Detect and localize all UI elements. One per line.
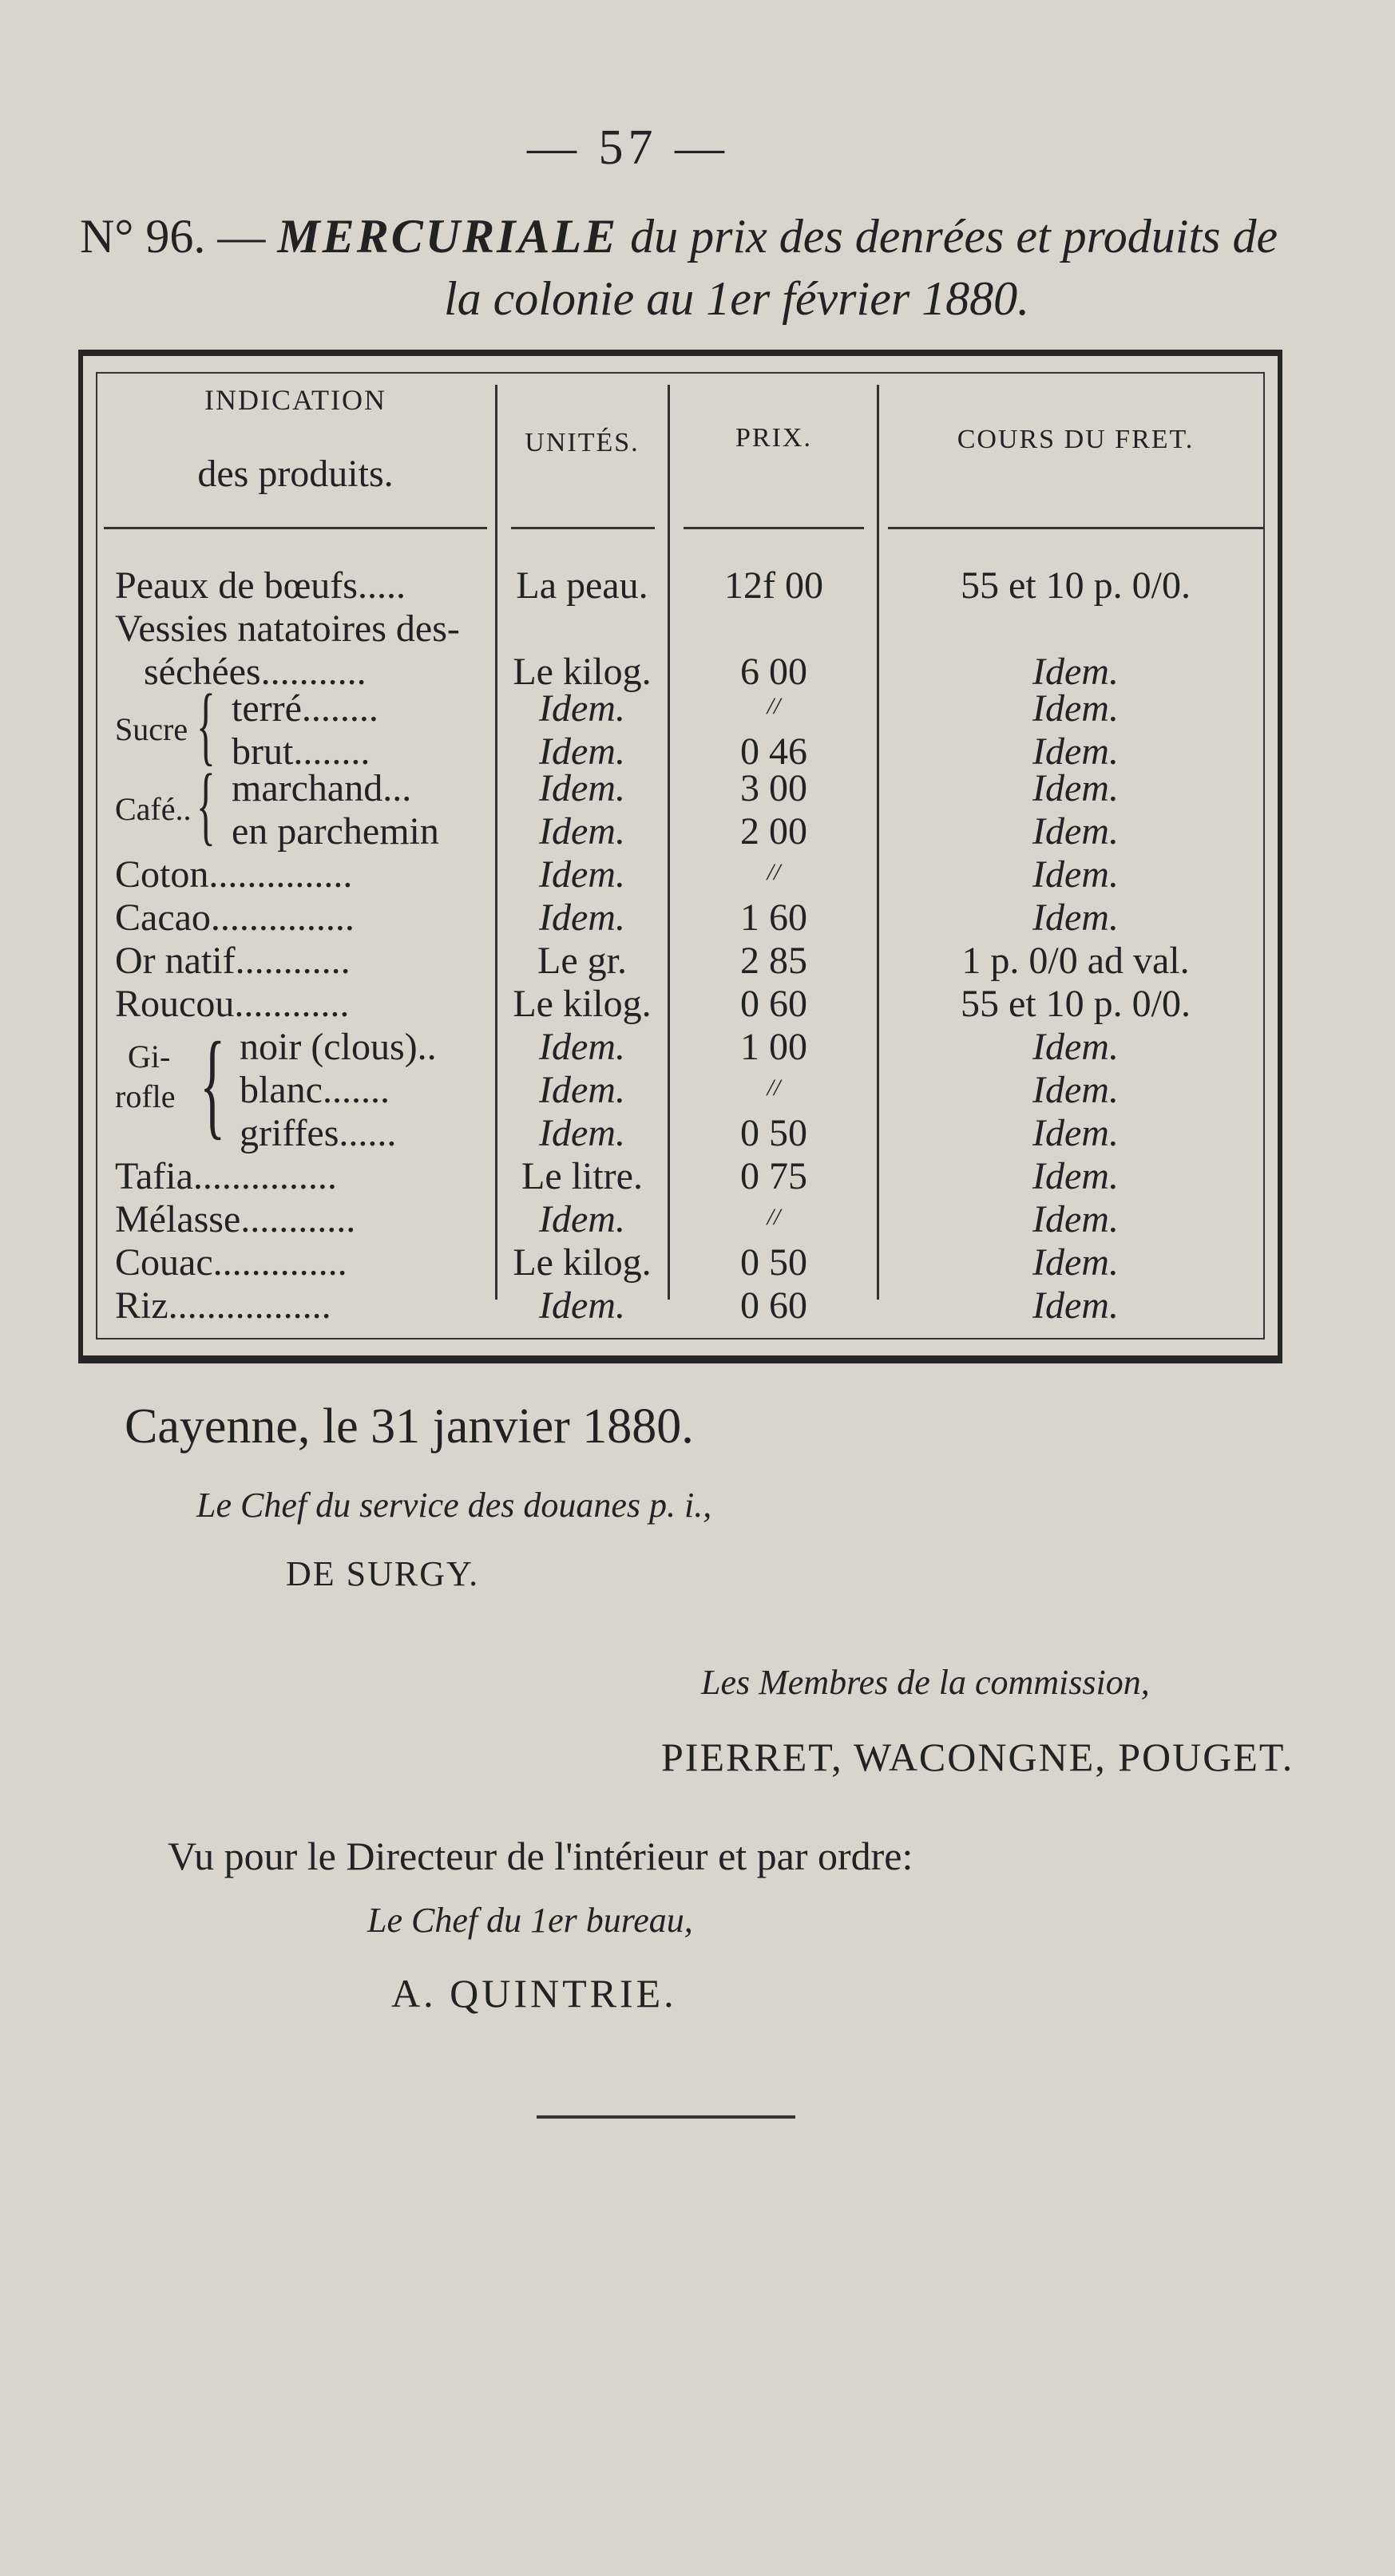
cell-prix: 0 60	[740, 983, 807, 1025]
cell-prix: 2 85	[740, 940, 807, 982]
cell-produit: noir (clous)..	[240, 1026, 437, 1068]
cell-unite: Idem.	[539, 853, 625, 896]
cell-unite: Idem.	[539, 1198, 625, 1241]
cell-produit: séchées...........	[144, 651, 367, 693]
brace: {	[200, 1018, 226, 1150]
cell-prix: 3 00	[740, 767, 807, 809]
group-label-sucre: Sucre	[115, 711, 188, 747]
membres-commission: Les Membres de la commission,	[701, 1663, 1150, 1702]
cell-unite: Le kilog.	[513, 651, 652, 693]
cell-produit: griffes......	[240, 1112, 397, 1154]
document-title-line2: la colonie au 1er février 1880.	[444, 272, 1030, 325]
cell-produit: Tafia...............	[115, 1155, 337, 1197]
cell-unite: Idem.	[539, 767, 625, 809]
cell-prix: 0 50	[740, 1241, 807, 1284]
cell-fret: Idem.	[1032, 1155, 1119, 1197]
cell-produit: Couac..............	[115, 1241, 347, 1284]
cell-unite: Idem.	[539, 1284, 625, 1327]
document-title-line1	[80, 209, 1278, 264]
cell-fret: Idem.	[1032, 1069, 1119, 1111]
vu-pour-directeur: Vu pour le Directeur de l'intérieur et par ordre:	[168, 1834, 913, 1878]
brace: {	[196, 676, 216, 774]
cell-prix: 2 00	[740, 810, 807, 853]
cell-fret: Idem.	[1032, 1241, 1119, 1284]
cell-prix: 12f 00	[724, 564, 823, 607]
cell-fret: Idem.	[1032, 1026, 1119, 1068]
title-mercuriale: MERCURIALE	[277, 210, 619, 263]
cell-unite: Idem.	[539, 1112, 625, 1154]
cell-produit: Or natif............	[115, 940, 351, 982]
place-date: Cayenne, le 31 janvier 1880.	[125, 1399, 694, 1454]
cell-fret: Idem.	[1032, 1198, 1119, 1241]
cell-unite: Le kilog.	[513, 983, 652, 1025]
cell-prix: 0 50	[740, 1112, 807, 1154]
header-prix: PRIX.	[735, 423, 812, 453]
group-label-girofle-2: rofle	[115, 1078, 176, 1114]
cell-fret: Idem.	[1032, 810, 1119, 853]
cell-unite: Idem.	[539, 687, 625, 730]
cell-fret: 1 p. 0/0 ad val.	[961, 940, 1190, 982]
cell-prix: //	[767, 859, 781, 885]
cell-fret: Idem.	[1032, 730, 1119, 773]
document-number: N° 96. —	[80, 210, 266, 263]
signature-noms: PIERRET, WACONGNE, POUGET.	[661, 1735, 1294, 1779]
cell-fret: 55 et 10 p. 0/0.	[961, 564, 1191, 607]
cell-produit: Cacao...............	[115, 896, 355, 939]
header-cours-du-fret: COURS DU FRET.	[957, 425, 1195, 454]
group-label-cafe: Café..	[115, 791, 192, 827]
cell-unite: Le litre.	[521, 1155, 643, 1197]
cell-prix: 0 60	[740, 1284, 807, 1327]
cell-prix: //	[767, 1074, 781, 1101]
cell-produit: Coton...............	[115, 853, 353, 896]
cell-produit: blanc.......	[240, 1069, 390, 1111]
cell-produit: Vessies natatoires des-	[115, 607, 460, 650]
cell-fret: Idem.	[1032, 687, 1119, 730]
cell-unite: Idem.	[539, 896, 625, 939]
cell-prix: //	[767, 1204, 781, 1230]
brace: {	[196, 756, 216, 853]
cell-produit: Peaux de bœufs.....	[115, 564, 406, 607]
cell-unite: Le kilog.	[513, 1241, 652, 1284]
chef-bureau: Le Chef du 1er bureau,	[367, 1901, 693, 1940]
chef-douanes: Le Chef du service des douanes p. i.,	[196, 1486, 712, 1525]
cell-prix: 0 75	[740, 1155, 807, 1197]
cell-fret: 55 et 10 p. 0/0.	[961, 983, 1191, 1025]
header-separator	[888, 527, 1263, 529]
signature-quintrie: A. QUINTRIE.	[391, 1971, 677, 2016]
signature-de-surgy: DE SURGY.	[286, 1554, 480, 1593]
cell-fret: Idem.	[1032, 767, 1119, 809]
cell-unite: La peau.	[516, 564, 648, 607]
header-separator	[684, 527, 864, 529]
group-label-girofle: Gi-	[128, 1039, 171, 1074]
cell-produit: terré........	[232, 687, 378, 730]
page-number: — 57 —	[527, 121, 729, 175]
table-row	[0, 1284, 1395, 1335]
header-unites: UNITÉS.	[525, 428, 640, 457]
cell-prix: 6 00	[740, 651, 807, 693]
cell-produit: Riz.................	[115, 1284, 331, 1327]
header-des-produits: des produits.	[197, 453, 394, 495]
cell-unite: Idem.	[539, 1026, 625, 1068]
cell-produit: Roucou............	[115, 983, 350, 1025]
title-rest: du prix des denrées et produits de	[630, 210, 1278, 263]
end-rule	[537, 2115, 795, 2119]
cell-prix: 1 60	[740, 896, 807, 939]
header-separator	[511, 527, 655, 529]
cell-prix: 1 00	[740, 1026, 807, 1068]
header-separator	[104, 527, 487, 529]
cell-produit: brut........	[232, 730, 371, 773]
cell-fret: Idem.	[1032, 1112, 1119, 1154]
cell-fret: Idem.	[1032, 853, 1119, 896]
cell-prix: 0 46	[740, 730, 807, 773]
cell-fret: Idem.	[1032, 651, 1119, 693]
cell-fret: Idem.	[1032, 896, 1119, 939]
cell-produit: en parchemin	[232, 810, 439, 853]
cell-produit: marchand...	[232, 767, 412, 809]
cell-fret: Idem.	[1032, 1284, 1119, 1327]
header-indication: INDICATION	[204, 384, 386, 416]
cell-unite: Le gr.	[537, 940, 627, 982]
cell-unite: Idem.	[539, 1069, 625, 1111]
cell-produit: Mélasse............	[115, 1198, 356, 1241]
cell-unite: Idem.	[539, 730, 625, 773]
cell-prix: //	[767, 693, 781, 719]
cell-unite: Idem.	[539, 810, 625, 853]
